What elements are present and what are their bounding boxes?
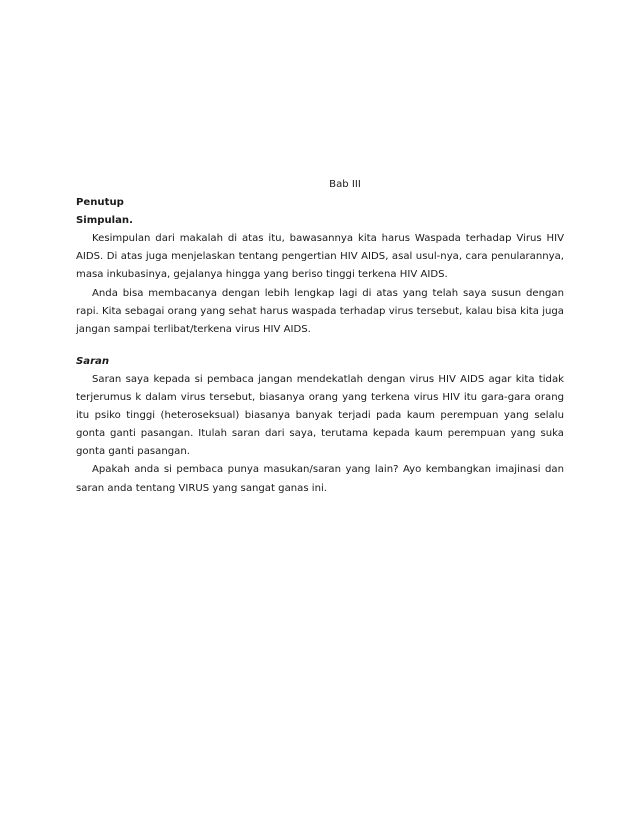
conclusion-paragraph: Anda bisa membacanya dengan lebih lengkap lagi di atas yang telah saya susun dengan rapi. Kita sebagai orang yang sehat harus waspada terhadap virus tersebut, kalau bisa kita juga jangan sampai terlibat/terkena virus HIV AIDS.	[76, 287, 564, 335]
document-body	[76, 176, 564, 498]
section-title: Penutup	[76, 197, 124, 209]
suggestion-paragraph: Saran saya kepada si pembaca jangan mendekatlah dengan virus HIV AIDS agar kita tidak terjerumus k dalam virus tersebut, biasanya orang yang terkena virus HIV itu gara-gara orang itu psiko tinggi (heteroseksual) biasanya banyak terjadi pada kaum perempuan yang selalu gonta ganti pasangan. Itulah saran dari saya, terutama kepada kaum perempuan yang suka gonta ganti pasangan.	[76, 373, 564, 458]
conclusion-heading: Simpulan.	[76, 215, 133, 227]
suggestion-paragraph: Apakah anda si pembaca punya masukan/saran yang lain? Ayo kembangkan imajinasi dan saran anda tentang VIRUS yang sangat ganas ini.	[76, 464, 564, 494]
chapter-title: Bab III	[329, 179, 361, 190]
suggestion-heading: Saran	[76, 355, 110, 367]
section-spacer	[76, 339, 564, 353]
conclusion-paragraph: Kesimpulan dari makalah di atas itu, bawasannya kita harus Waspada terhadap Virus HIV AIDS. Di atas juga menjelaskan tentang pengertian HIV AIDS, asal usul-nya, cara penularannya, masa inkubasinya, gejalanya hingga yang beriso tinggi terkena HIV AIDS.	[76, 233, 564, 281]
